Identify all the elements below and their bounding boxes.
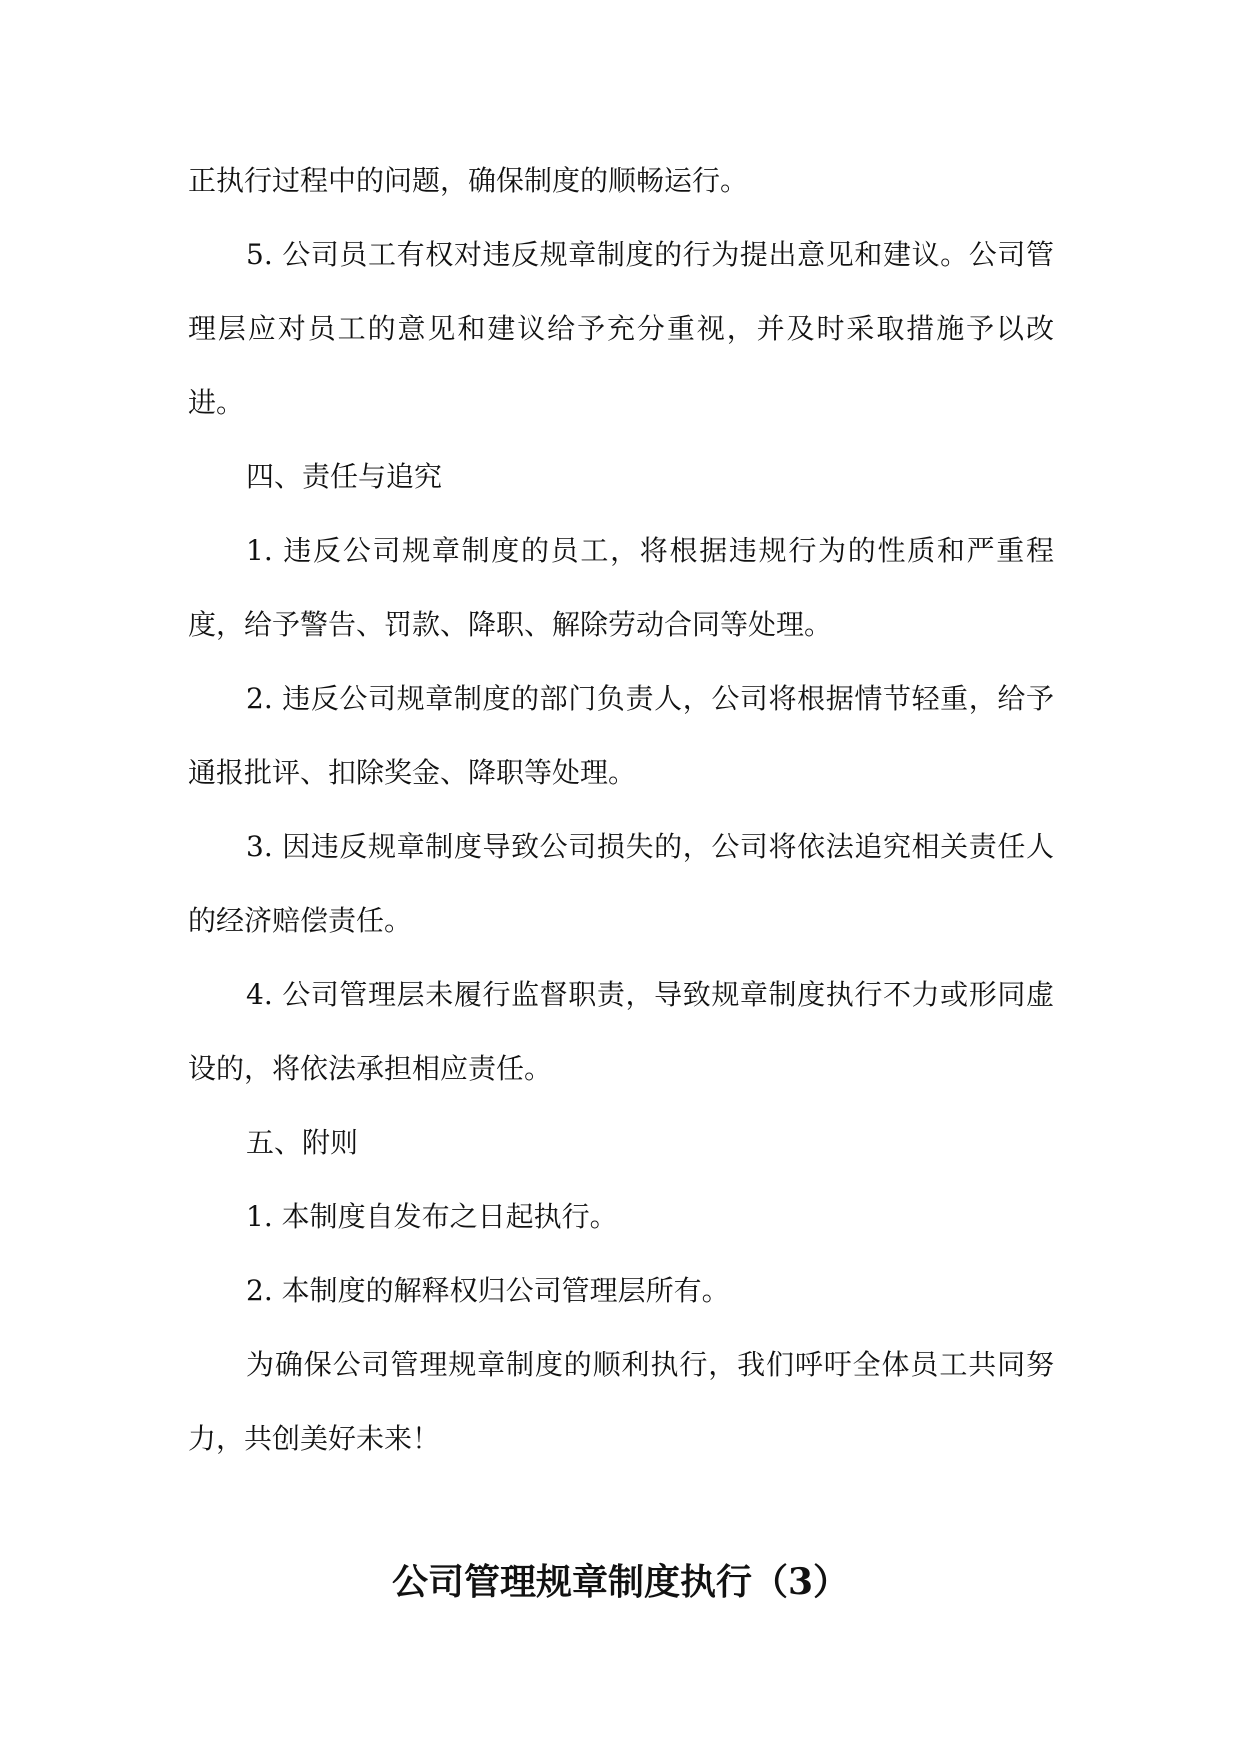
paragraph: 2. 违反公司规章制度的部门负责人，公司将根据情节轻重，给予通报批评、扣除奖金、降职等处理。: [188, 682, 1054, 789]
paragraph: 3. 因违反规章制度导致公司损失的，公司将依法追究相关责任人的经济赔偿责任。: [188, 830, 1054, 937]
paragraph: 1. 本制度自发布之日起执行。: [246, 1200, 618, 1233]
closing-paragraph: 为确保公司管理规章制度的顺利执行，我们呼吁全体员工共同努力，共创美好未来！: [188, 1348, 1054, 1455]
document-body: [188, 144, 1054, 1476]
next-section-title: 公司管理规章制度执行（3）: [391, 1561, 850, 1603]
paragraph: 4. 公司管理层未履行监督职责，导致规章制度执行不力或形同虚设的，将依法承担相应责任。: [188, 978, 1054, 1085]
paragraph: 2. 本制度的解释权归公司管理层所有。: [246, 1274, 730, 1307]
paragraph: 正执行过程中的问题，确保制度的顺畅运行。: [188, 164, 749, 197]
paragraph: 5. 公司员工有权对违反规章制度的行为提出意见和建议。公司管理层应对员工的意见和建议给予充分重视，并及时采取措施予以改进。: [188, 238, 1054, 419]
section-heading: 五、附则: [246, 1126, 359, 1159]
section-heading: 四、责任与追究: [246, 460, 443, 493]
paragraph: 1. 违反公司规章制度的员工，将根据违规行为的性质和严重程度，给予警告、罚款、降职、解除劳动合同等处理。: [188, 534, 1054, 641]
